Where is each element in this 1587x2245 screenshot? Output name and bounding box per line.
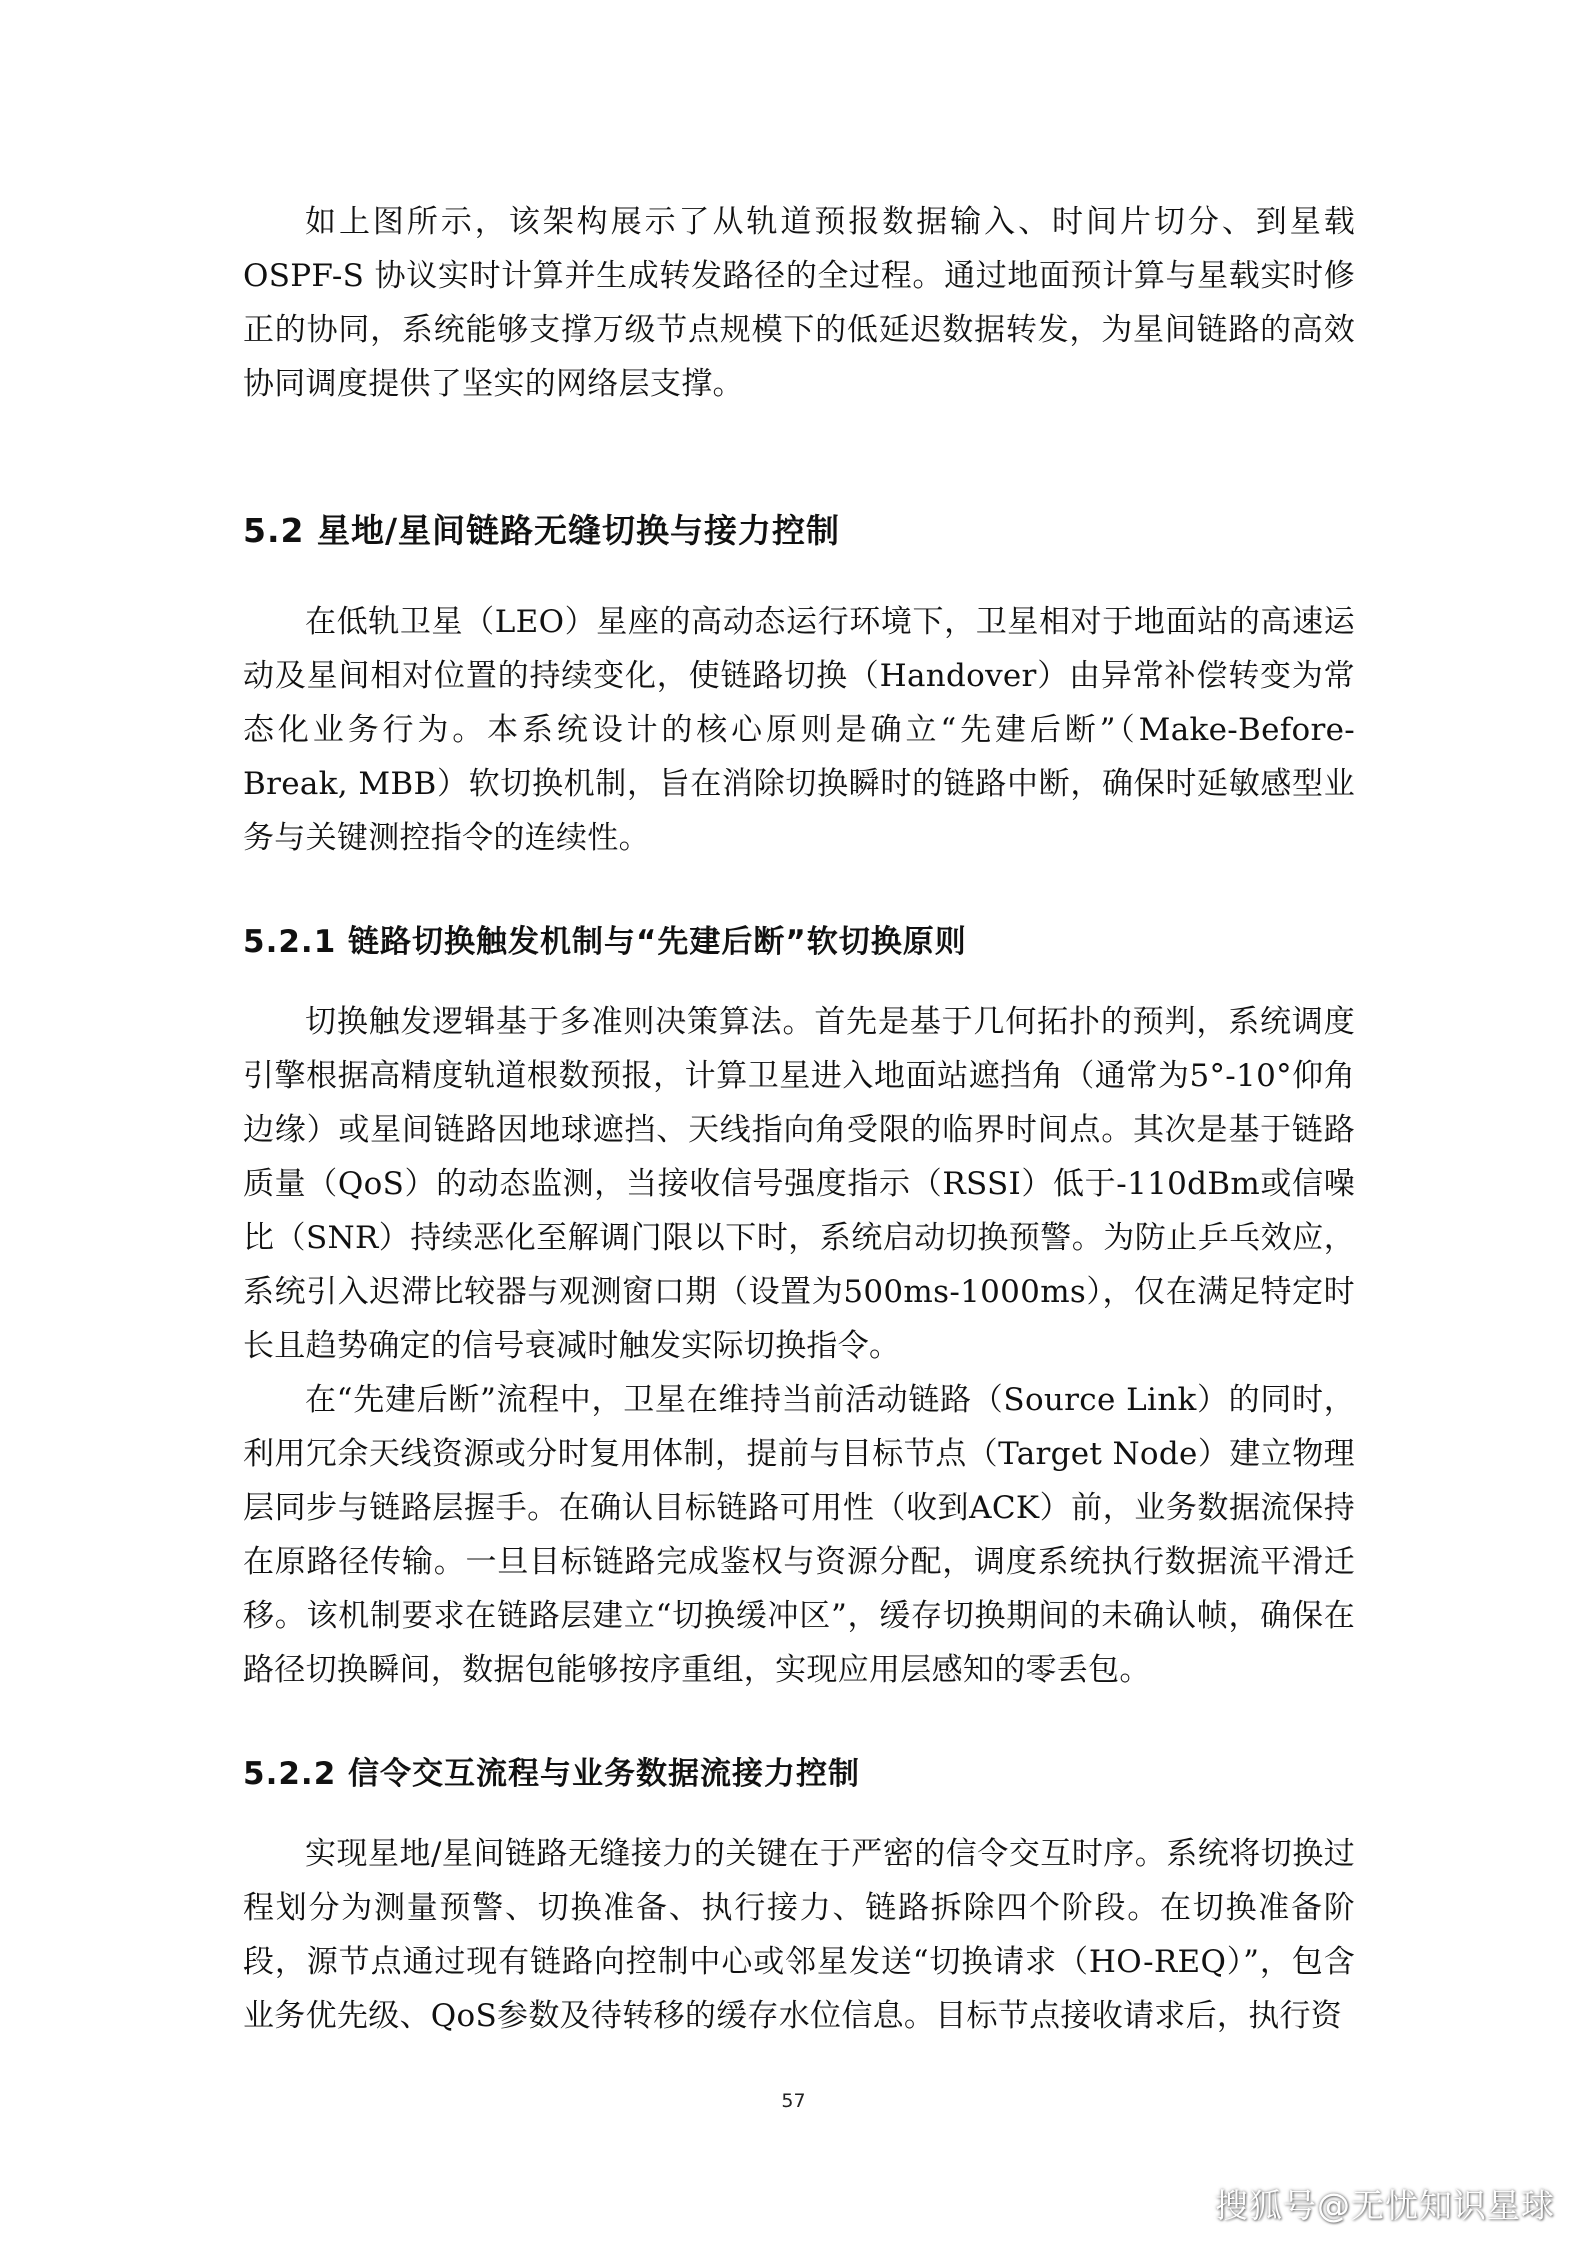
section-heading-5-2: 5.2 星地/星间链路无缝切换与接力控制: [243, 511, 841, 550]
paragraph-intro: 如上图所示，该架构展示了从轨道预报数据输入、时间片切分、到星载OSPF-S 协议实时计算并生成转发路径的全过程。通过地面预计算与星载实时修正的协同，系统能够支撑万级节点规模下的低延迟数据转发，为星间链路的高效协同调度提供了坚实的网络层支撑。: [243, 204, 1355, 402]
paragraph-5-2-1-a: 切换触发逻辑基于多准则决策算法。首先是基于几何拓扑的预判，系统调度引擎根据高精度轨道根数预报，计算卫星进入地面站遮挡角（通常为5°-10°仰角边缘）或星间链路因地球遮挡、天线指向角受限的临界时间点。其次是基于链路质量（QoS）的动态监测，当接收信号强度指示（RSSI）低于-110dBm或信噪比（SNR）持续恶化至解调门限以下时，系统启动切换预警。为防止乒乓效应，系统引入迟滞比较器与观测窗口期（设置为500ms-1000ms），仅在满足特定时长且趋势确定的信号衰减时触发实际切换指令。: [243, 1004, 1355, 1364]
page-number: 57: [781, 2090, 806, 2112]
section-heading-5-2-2: 5.2.2 信令交互流程与业务数据流接力控制: [243, 1756, 861, 1792]
page-content: [243, 195, 1355, 2043]
section-heading-5-2-1: 5.2.1 链路切换触发机制与“先建后断”软切换原则: [243, 924, 967, 960]
watermark: 搜狐号@无忧知识星球: [1215, 2186, 1555, 2225]
paragraph-5-2-1-b: 在“先建后断”流程中，卫星在维持当前活动链路（Source Link）的同时，利用冗余天线资源或分时复用体制，提前与目标节点（Target Node）建立物理层同步与链路层握手。在确认目标链路可用性（收到ACK）前，业务数据流保持在原路径传输。一旦目标链路完成鉴权与资源分配，调度系统执行数据流平滑迁移。该机制要求在链路层建立“切换缓冲区”，缓存切换期间的未确认帧，确保在路径切换瞬间，数据包能够按序重组，实现应用层感知的零丢包。: [243, 1382, 1355, 1688]
paragraph-5-2-2: 实现星地/星间链路无缝接力的关键在于严密的信令交互时序。系统将切换过程划分为测量预警、切换准备、执行接力、链路拆除四个阶段。在切换准备阶段，源节点通过现有链路向控制中心或邻星发送“切换请求（HO-REQ）”，包含业务优先级、QoS参数及待转移的缓存水位信息。目标节点接收请求后，执行资: [243, 1836, 1355, 2034]
paragraph-5-2: 在低轨卫星（LEO）星座的高动态运行环境下，卫星相对于地面站的高速运动及星间相对位置的持续变化，使链路切换（Handover）由异常补偿转变为常态化业务行为。本系统设计的核心原则是确立“先建后断”（Make-Before-Break, MBB）软切换机制，旨在消除切换瞬时的链路中断，确保时延敏感型业务与关键测控指令的连续性。: [243, 604, 1355, 856]
